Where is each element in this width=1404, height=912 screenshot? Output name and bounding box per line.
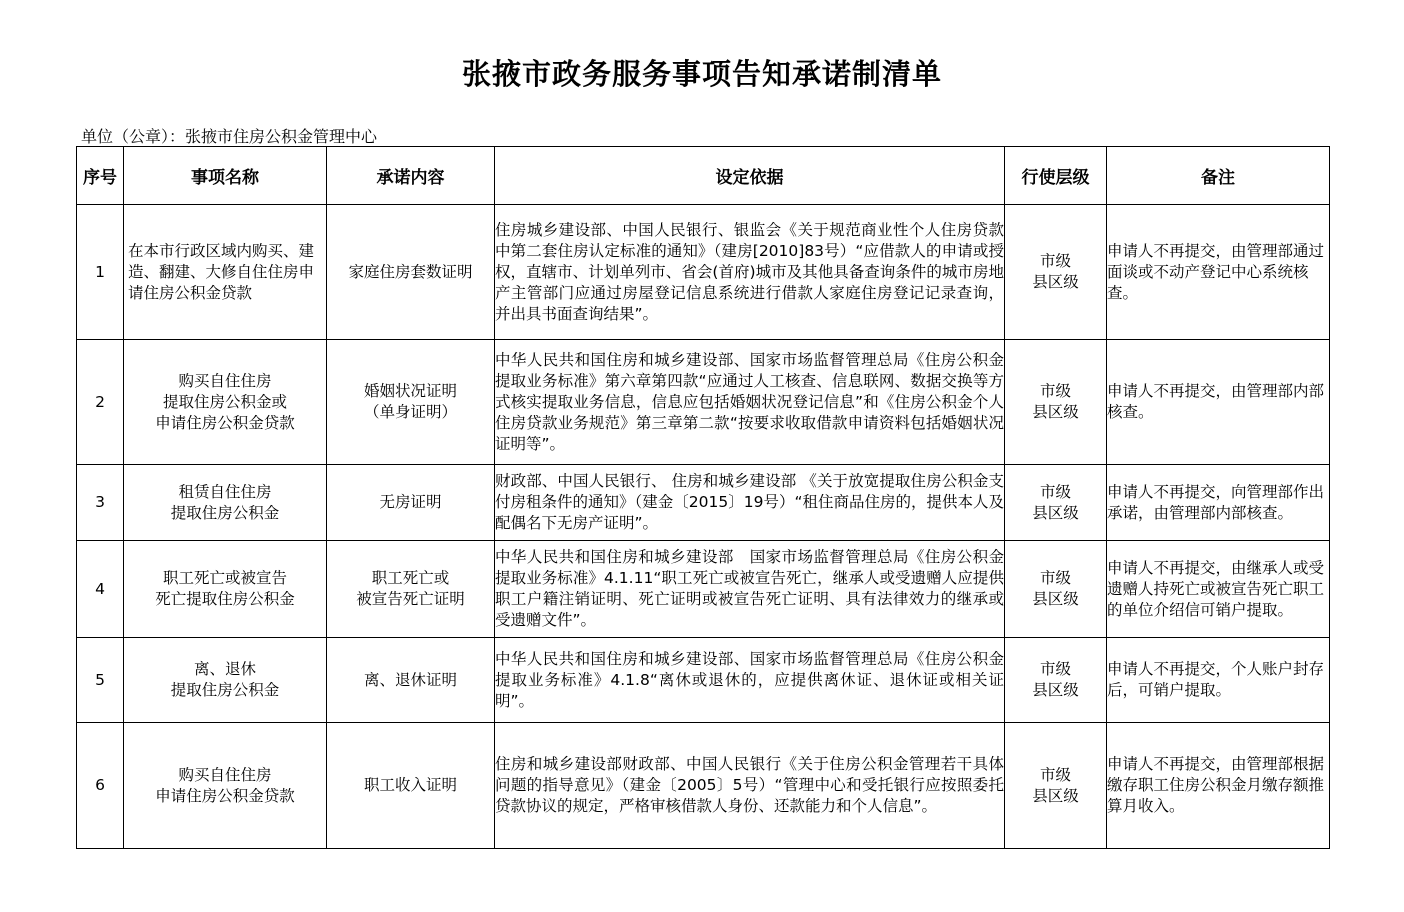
page-title: 张掖市政务服务事项告知承诺制清单 — [461, 57, 942, 91]
table-row — [77, 205, 1330, 340]
row-level: 市级 县区级 — [1005, 465, 1107, 541]
row-content: 离、退休证明 — [327, 638, 495, 723]
row-level: 市级 县区级 — [1005, 638, 1107, 723]
header-row — [77, 147, 1330, 205]
row-content — [327, 205, 495, 340]
row-content: 婚姻状况证明 （单身证明） — [327, 340, 495, 465]
header-content: 承诺内容 — [327, 147, 495, 205]
row-name: 租赁自住住房 提取住房公积金 — [124, 465, 327, 541]
row-basis: 住房城乡建设部、中国人民银行、银监会《关于规范商业性个人住房贷款中第二套住房认定标准的通知》（建房[2010]83号）“应借款人的申请或授权，直辖市、计划单列市、省会(首府)城市及其他具备查询条件的城市房地产主管部门应通过房屋登记信息系统进行借款人家庭住房登记记录查询，并出具书面查询结果”。 — [495, 205, 1005, 340]
row-basis: 中华人民共和国住房和城乡建设部、国家市场监督管理总局《住房公积金提取业务标准》4.1.8“离休或退休的，应提供离休证、退休证或相关证明”。 — [495, 638, 1005, 723]
row-name: 购买自住住房 提取住房公积金或 申请住房公积金贷款 — [124, 340, 327, 465]
row-no: 1 — [77, 205, 124, 340]
table-row — [77, 465, 1330, 541]
row-level: 市级 县区级 — [1005, 723, 1107, 849]
header-basis: 设定依据 — [495, 147, 1005, 205]
row-content: 职工收入证明 — [327, 723, 495, 849]
row-basis: 住房和城乡建设部财政部、中国人民银行《关于住房公积金管理若干具体问题的指导意见》（建金〔2005〕5号）“管理中心和受托银行应按照委托贷款协议的规定，严格审核借款人身份、还款能力和个人信息”。 — [495, 723, 1005, 849]
row-note: 申请人不再提交，由管理部内部核查。 — [1107, 340, 1330, 465]
row-level: 市级 县区级 — [1005, 205, 1107, 340]
table-row — [77, 340, 1330, 465]
row-note: 申请人不再提交，由管理部通过面谈或不动产登记中心系统核查。 — [1107, 205, 1330, 340]
row-no: 4 — [77, 541, 124, 638]
row-content: 无房证明 — [327, 465, 495, 541]
row-note: 申请人不再提交，向管理部作出承诺，由管理部内部核查。 — [1107, 465, 1330, 541]
row-no: 6 — [77, 723, 124, 849]
items-table — [76, 146, 1330, 849]
row-no: 5 — [77, 638, 124, 723]
header-level: 行使层级 — [1005, 147, 1107, 205]
row-note: 申请人不再提交，由管理部根据缴存职工住房公积金月缴存额推算月收入。 — [1107, 723, 1330, 849]
row-name: 职工死亡或被宣告 死亡提取住房公积金 — [124, 541, 327, 638]
table-row — [77, 638, 1330, 723]
row-no: 2 — [77, 340, 124, 465]
row-level: 市级 县区级 — [1005, 541, 1107, 638]
row-name-text: 在本市行政区域内购买、建造、翻建、大修自住住房申请住房公积金贷款 — [128, 241, 315, 302]
row-basis: 中华人民共和国住房和城乡建设部 国家市场监督管理总局《住房公积金提取业务标准》4.1.11“职工死亡或被宣告死亡，继承人或受遗赠人应提供职工户籍注销证明、死亡证明或被宣告死亡证明、具有法律效力的继承或受遗赠文件”。 — [495, 541, 1005, 638]
row-content: 职工死亡或 被宣告死亡证明 — [327, 541, 495, 638]
table-row — [77, 723, 1330, 849]
unit-line: 单位（公章）：张掖市住房公积金管理中心 — [81, 127, 378, 146]
row-name: 购买自住住房 申请住房公积金贷款 — [124, 723, 327, 849]
header-note: 备注 — [1107, 147, 1330, 205]
header-name: 事项名称 — [124, 147, 327, 205]
row-name: 离、退休 提取住房公积金 — [124, 638, 327, 723]
row-basis: 中华人民共和国住房和城乡建设部、国家市场监督管理总局《住房公积金提取业务标准》第六章第四款“应通过人工核查、信息联网、数据交换等方式核实提取业务信息，信息应包括婚姻状况登记信息”和《住房公积金个人住房贷款业务规范》第三章第二款“按要求收取借款申请资料包括婚姻状况证明等”。 — [495, 340, 1005, 465]
table-row — [77, 541, 1330, 638]
row-note: 申请人不再提交，由继承人或受遗赠人持死亡或被宣告死亡职工的单位介绍信可销户提取。 — [1107, 541, 1330, 638]
header-no: 序号 — [77, 147, 124, 205]
row-name — [124, 205, 327, 340]
row-basis: 财政部、中国人民银行、 住房和城乡建设部 《关于放宽提取住房公积金支付房租条件的通知》（建金〔2015〕19号）“租住商品住房的，提供本人及配偶名下无房产证明”。 — [495, 465, 1005, 541]
row-level: 市级 县区级 — [1005, 340, 1107, 465]
row-note: 申请人不再提交，个人账户封存后，可销户提取。 — [1107, 638, 1330, 723]
row-no: 3 — [77, 465, 124, 541]
row-content-text: 家庭住房套数证明 — [348, 262, 473, 281]
